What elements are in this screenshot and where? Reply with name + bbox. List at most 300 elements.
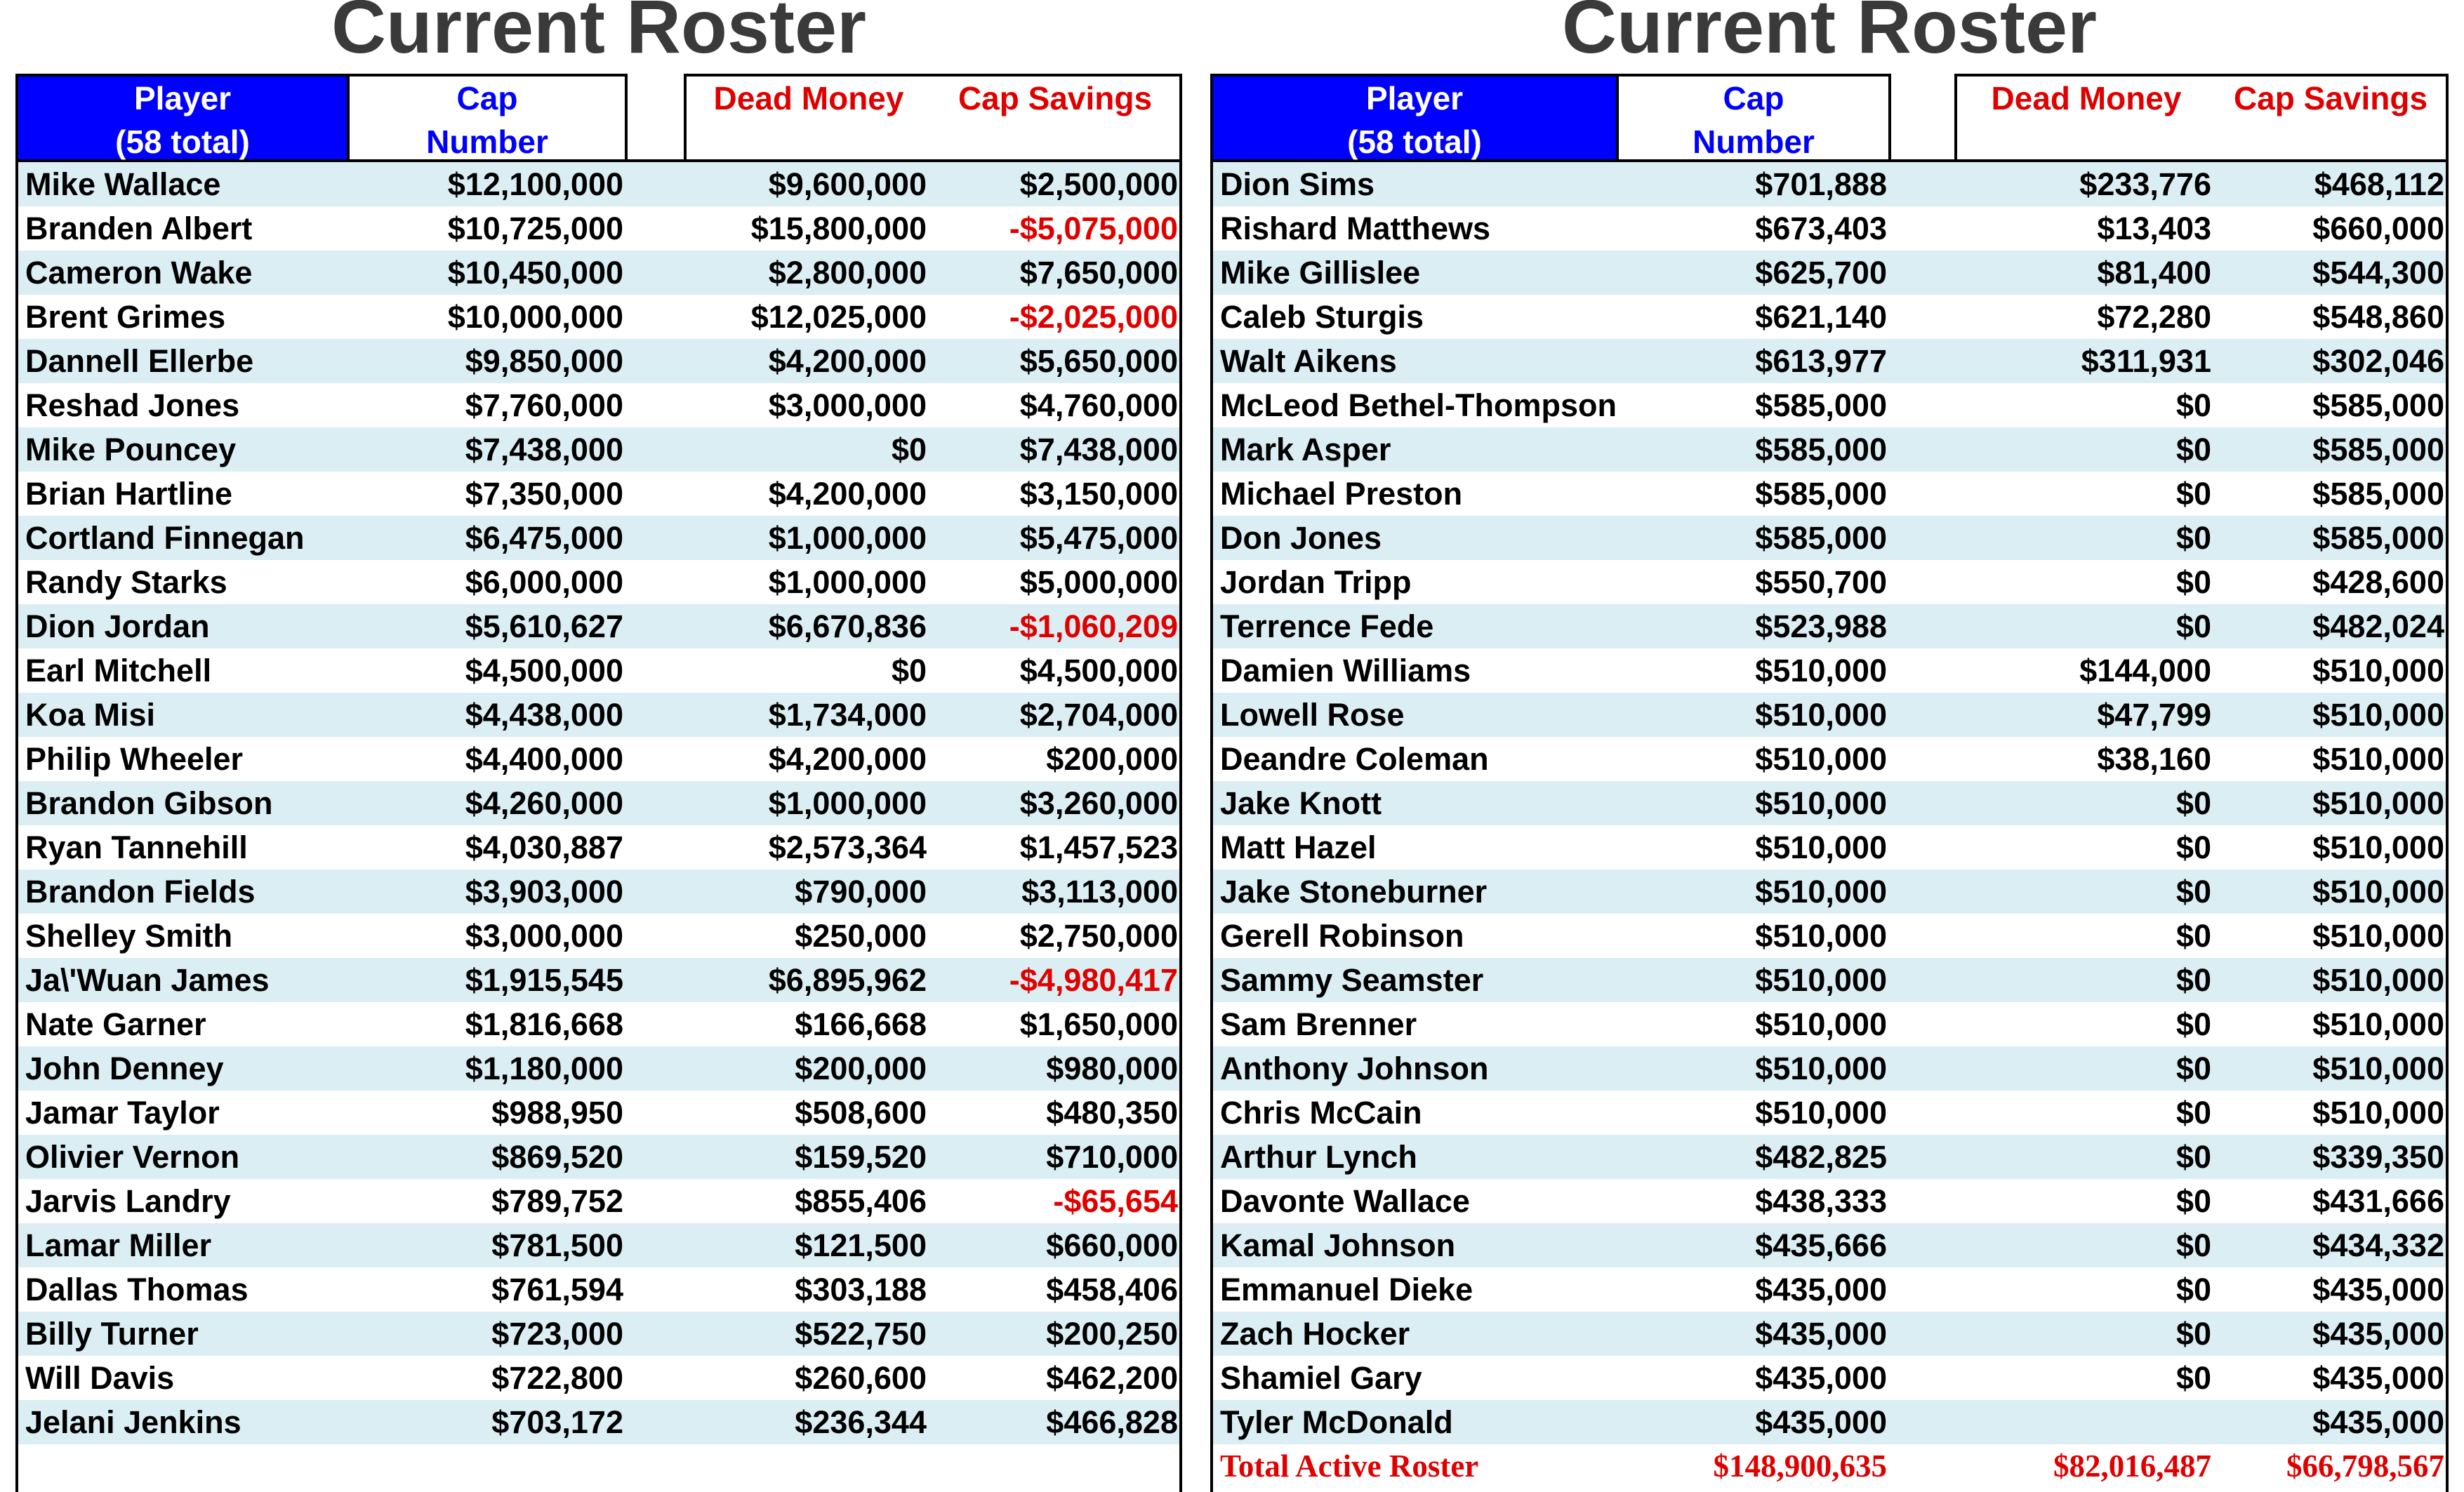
- player-name-cell: Jamar Taylor: [25, 1095, 220, 1131]
- dead-money-cell: $1,000,000: [768, 785, 927, 821]
- table-row[interactable]: [15, 1356, 1179, 1400]
- dead-money-cell: $4,200,000: [768, 476, 927, 512]
- dead-money-cell: $303,188: [795, 1272, 927, 1307]
- table-border-right: [1179, 74, 1182, 1492]
- header-line: Cap Savings: [958, 80, 1153, 116]
- dead-money-cell: $0: [2175, 1272, 2211, 1307]
- dead-money-cell: $81,400: [2097, 255, 2211, 291]
- dead-money-cell: $0: [891, 653, 927, 688]
- player-column-header[interactable]: [1210, 74, 1619, 162]
- cap-savings-cell: $7,650,000: [1019, 255, 1178, 291]
- dead-money-cell: $144,000: [2079, 653, 2211, 688]
- player-name-cell: Philip Wheeler: [25, 741, 244, 777]
- dead-money-cell: $4,200,000: [768, 741, 927, 777]
- dead-money-cell: $0: [2175, 1360, 2211, 1396]
- cap-savings-cell: $510,000: [2312, 830, 2444, 865]
- cap-number-cell: $523,988: [1755, 608, 1887, 644]
- table-row[interactable]: [1210, 427, 2446, 472]
- dead-money-cell: $2,800,000: [768, 255, 927, 291]
- cap-savings-cell: $302,046: [2312, 343, 2444, 379]
- header-line: (58 total): [1347, 124, 1482, 160]
- table-row[interactable]: [1210, 1002, 2446, 1046]
- cap-number-cell: $510,000: [1755, 874, 1887, 910]
- dead-money-cell: $0: [2175, 918, 2211, 954]
- cap-savings-cell: $2,500,000: [1019, 166, 1178, 202]
- dead-money-cell: $12,025,000: [750, 299, 927, 335]
- table-row[interactable]: [1210, 383, 2446, 427]
- table-title: Current Roster: [331, 0, 867, 69]
- player-name-cell: Ja\'Wuan James: [25, 962, 270, 998]
- table-row[interactable]: [1210, 472, 2446, 516]
- cap-savings-cell: $510,000: [2312, 741, 2444, 777]
- cap-savings-cell: $339,350: [2312, 1139, 2444, 1175]
- cap-number-cell: $9,850,000: [465, 343, 623, 379]
- player-name-cell: Arthur Lynch: [1220, 1139, 1417, 1175]
- table-row[interactable]: [1210, 870, 2446, 914]
- table-row[interactable]: [15, 1267, 1179, 1312]
- cap-savings-cell: -$5,075,000: [1009, 211, 1178, 246]
- cap-number-cell: $435,000: [1755, 1404, 1887, 1440]
- player-name-cell: Reshad Jones: [25, 387, 240, 423]
- cap-savings-cell: $480,350: [1046, 1095, 1178, 1131]
- table-row[interactable]: [15, 870, 1179, 914]
- cap-number-cell: $585,000: [1755, 476, 1887, 512]
- player-name-cell: John Denney: [25, 1051, 224, 1086]
- cap-savings-cell: -$4,980,417: [1009, 962, 1178, 998]
- dead-money-cell: $0: [891, 432, 927, 467]
- table-row[interactable]: [15, 1223, 1179, 1267]
- cap-number-cell: $510,000: [1755, 830, 1887, 865]
- player-name-cell: Zach Hocker: [1220, 1316, 1410, 1352]
- cap-savings-cell: $5,650,000: [1019, 343, 1178, 379]
- cap-number-cell: $703,172: [491, 1404, 623, 1440]
- cap-savings-cell: $710,000: [1046, 1139, 1178, 1175]
- cap-number-cell: $438,333: [1755, 1183, 1887, 1219]
- table-row[interactable]: [15, 1179, 1179, 1223]
- dead-money-column-header[interactable]: [684, 74, 931, 162]
- table-row[interactable]: [15, 825, 1179, 870]
- dead-money-cell: $522,750: [795, 1316, 927, 1352]
- cap-savings-cell: $200,250: [1046, 1316, 1178, 1352]
- cap-number-cell: $510,000: [1755, 1006, 1887, 1042]
- table-row[interactable]: [15, 1312, 1179, 1356]
- table-row[interactable]: [1210, 693, 2446, 737]
- dead-money-cell: $6,670,836: [768, 608, 927, 644]
- cap-savings-cell: $980,000: [1046, 1051, 1178, 1086]
- table-row[interactable]: [1210, 1356, 2446, 1400]
- dead-money-cell: $311,931: [2081, 343, 2211, 379]
- table-row[interactable]: [1210, 958, 2446, 1002]
- cap-number-cell: $510,000: [1755, 653, 1887, 688]
- cap-number-cell: $6,475,000: [465, 520, 623, 556]
- roster-table-right: [1210, 0, 2449, 1492]
- cap-number-cell: $4,030,887: [465, 830, 623, 865]
- table-row[interactable]: [15, 427, 1179, 472]
- cap-savings-cell: $4,500,000: [1019, 653, 1178, 688]
- cap-savings-cell: $585,000: [2312, 520, 2444, 556]
- cap-number-cell: $585,000: [1755, 520, 1887, 556]
- cap-number-cell: $3,000,000: [465, 918, 623, 954]
- dead-money-cell: $0: [2175, 830, 2211, 865]
- table-row[interactable]: [1210, 781, 2446, 825]
- table-row[interactable]: [15, 1002, 1179, 1046]
- player-name-cell: Shamiel Gary: [1220, 1360, 1422, 1396]
- dead-money-cell: $0: [2175, 1139, 2211, 1175]
- table-row[interactable]: [15, 472, 1179, 516]
- cap-number-cell: $7,760,000: [465, 387, 623, 423]
- cap-number-cell: $10,000,000: [447, 299, 623, 335]
- header-line: Cap: [1723, 80, 1784, 116]
- table-row[interactable]: [15, 648, 1179, 693]
- dead-money-cell: $1,734,000: [768, 697, 927, 733]
- player-name-cell: Sam Brenner: [1220, 1006, 1417, 1042]
- cap-savings-cell: $585,000: [2312, 387, 2444, 423]
- cap-savings-cell: $510,000: [2312, 785, 2444, 821]
- dead-money-cell: $1,000,000: [768, 520, 927, 556]
- cap-number-column-header[interactable]: [350, 74, 628, 162]
- dead-money-column-header[interactable]: [1954, 74, 2215, 162]
- dead-money-cell: $0: [2175, 608, 2211, 644]
- player-name-cell: Billy Turner: [25, 1316, 199, 1352]
- player-name-cell: Lamar Miller: [25, 1227, 212, 1263]
- dead-money-cell: $4,200,000: [768, 343, 927, 379]
- player-name-cell: Dallas Thomas: [25, 1272, 249, 1307]
- table-row[interactable]: [1210, 648, 2446, 693]
- table-border-right: [2446, 74, 2449, 1492]
- table-row[interactable]: [1210, 825, 2446, 870]
- dead-money-cell: $0: [2175, 1183, 2211, 1219]
- cap-number-cell: $625,700: [1755, 255, 1887, 291]
- table-row[interactable]: [15, 383, 1179, 427]
- cap-savings-cell: $585,000: [2312, 476, 2444, 512]
- table-row[interactable]: [15, 560, 1179, 604]
- cap-number-cell: $701,888: [1755, 166, 1887, 202]
- player-name-cell: Will Davis: [25, 1360, 175, 1396]
- cap-savings-cell: $66,798,567: [2286, 1448, 2444, 1484]
- cap-savings-cell: -$2,025,000: [1009, 299, 1178, 335]
- dead-money-cell: $0: [2175, 1006, 2211, 1042]
- table-row[interactable]: [1210, 1179, 2446, 1223]
- player-name-cell: Brandon Gibson: [25, 785, 273, 821]
- table-row[interactable]: [15, 1046, 1179, 1091]
- cap-number-cell: $3,903,000: [465, 874, 623, 910]
- dead-money-cell: $3,000,000: [768, 387, 927, 423]
- dead-money-cell: $13,403: [2097, 211, 2211, 246]
- cap-savings-cell: $431,666: [2312, 1183, 2444, 1219]
- dead-money-cell: $508,600: [795, 1095, 927, 1131]
- dead-money-cell: $38,160: [2097, 741, 2211, 777]
- cap-number-cell: $761,594: [491, 1272, 623, 1307]
- cap-number-cell: $550,700: [1755, 564, 1887, 600]
- table-row[interactable]: [1210, 339, 2446, 383]
- player-name-cell: Tyler McDonald: [1220, 1404, 1453, 1440]
- table-row[interactable]: [15, 693, 1179, 737]
- cap-number-cell: $482,825: [1755, 1139, 1887, 1175]
- dead-money-cell: $0: [2175, 387, 2211, 423]
- cap-number-cell: $510,000: [1755, 918, 1887, 954]
- cap-savings-cell: $510,000: [2312, 962, 2444, 998]
- cap-savings-cell: $7,438,000: [1019, 432, 1178, 467]
- table-row[interactable]: [1210, 737, 2446, 781]
- dead-money-cell: $0: [2175, 874, 2211, 910]
- cap-number-cell: $435,666: [1755, 1227, 1887, 1263]
- cap-number-cell: $585,000: [1755, 387, 1887, 423]
- player-name-cell: Jake Stoneburner: [1220, 874, 1488, 910]
- table-row[interactable]: [15, 914, 1179, 958]
- dead-money-cell: $72,280: [2097, 299, 2211, 335]
- cap-savings-cell: $466,828: [1046, 1404, 1178, 1440]
- player-name-cell: Chris McCain: [1220, 1095, 1422, 1131]
- table-row[interactable]: [15, 958, 1179, 1002]
- table-row[interactable]: [15, 162, 1179, 206]
- cap-savings-cell: $3,113,000: [1021, 874, 1178, 910]
- table-row[interactable]: [1210, 1400, 2446, 1444]
- player-name-cell: Terrence Fede: [1220, 608, 1434, 644]
- table-row[interactable]: [1210, 1046, 2446, 1091]
- cap-number-cell: $1,180,000: [465, 1051, 623, 1086]
- cap-number-column-header[interactable]: [1619, 74, 1891, 162]
- table-row[interactable]: [15, 295, 1179, 339]
- table-row[interactable]: [1210, 1267, 2446, 1312]
- cap-savings-cell: $200,000: [1046, 741, 1178, 777]
- player-name-cell: Rishard Matthews: [1220, 211, 1491, 246]
- dead-money-cell: $47,799: [2097, 697, 2211, 733]
- header-line: Dead Money: [1991, 80, 2182, 116]
- player-name-cell: McLeod Bethel-Thompson: [1220, 387, 1617, 423]
- player-name-cell: Shelley Smith: [25, 918, 233, 954]
- cap-number-cell: $510,000: [1755, 1095, 1887, 1131]
- cap-number-cell: $510,000: [1755, 697, 1887, 733]
- cap-savings-cell: $510,000: [2312, 918, 2444, 954]
- table-row[interactable]: [15, 1091, 1179, 1135]
- cap-number-cell: $621,140: [1755, 299, 1887, 335]
- cap-number-cell: $510,000: [1755, 741, 1887, 777]
- cap-savings-cell: $435,000: [2312, 1404, 2444, 1440]
- header-line: Cap Savings: [2233, 80, 2428, 116]
- cap-savings-cell: $482,024: [2312, 608, 2444, 644]
- cap-savings-cell: $458,406: [1046, 1272, 1178, 1307]
- cap-number-cell: $723,000: [491, 1316, 623, 1352]
- cap-number-cell: $10,450,000: [447, 255, 623, 291]
- cap-savings-cell: $510,000: [2312, 653, 2444, 688]
- cap-savings-cell: $1,650,000: [1019, 1006, 1178, 1042]
- cap-savings-cell: $5,475,000: [1019, 520, 1178, 556]
- dead-money-cell: $0: [2175, 785, 2211, 821]
- player-name-cell: Davonte Wallace: [1220, 1183, 1470, 1219]
- cap-savings-cell: $468,112: [2314, 166, 2444, 202]
- cap-savings-column-header[interactable]: [2215, 74, 2449, 162]
- cap-number-cell: $7,438,000: [465, 432, 623, 467]
- table-row[interactable]: [1210, 251, 2446, 295]
- player-name-cell: Michael Preston: [1220, 476, 1463, 512]
- dead-money-cell: $0: [2175, 1316, 2211, 1352]
- dead-money-cell: $0: [2175, 564, 2211, 600]
- cap-savings-cell: $3,260,000: [1019, 785, 1178, 821]
- cap-number-cell: $6,000,000: [465, 564, 623, 600]
- cap-savings-cell: $435,000: [2312, 1316, 2444, 1352]
- player-name-cell: Dion Jordan: [25, 608, 210, 644]
- player-name-cell: Jake Knott: [1220, 785, 1382, 821]
- dead-money-cell: $0: [2175, 432, 2211, 467]
- header-line: Dead Money: [713, 80, 904, 116]
- table-row[interactable]: [1210, 1223, 2446, 1267]
- header-line: (58 total): [115, 124, 250, 160]
- player-name-cell: Randy Starks: [25, 564, 227, 600]
- cap-savings-cell: $510,000: [2312, 1051, 2444, 1086]
- table-row[interactable]: [1210, 206, 2446, 251]
- cap-number-cell: $435,000: [1755, 1272, 1887, 1307]
- player-name-cell: Sammy Seamster: [1220, 962, 1484, 998]
- player-name-cell: Mark Asper: [1220, 432, 1391, 467]
- table-row[interactable]: [15, 206, 1179, 251]
- header-line: Player: [1365, 80, 1464, 116]
- header-line: Number: [426, 124, 548, 160]
- header-line: Cap: [456, 80, 518, 116]
- cap-savings-column-header[interactable]: [931, 74, 1182, 162]
- cap-number-cell: $510,000: [1755, 1051, 1887, 1086]
- player-name-cell: Don Jones: [1220, 520, 1382, 556]
- player-name-cell: Koa Misi: [25, 697, 156, 733]
- dead-money-cell: $159,520: [795, 1139, 927, 1175]
- table-row[interactable]: [15, 737, 1179, 781]
- cap-number-cell: $1,915,545: [465, 962, 623, 998]
- player-column-header[interactable]: [15, 74, 350, 162]
- player-name-cell: Olivier Vernon: [25, 1139, 240, 1175]
- cap-number-cell: $1,816,668: [465, 1006, 623, 1042]
- roster-table-left: [15, 0, 1182, 1492]
- total-row[interactable]: [1210, 1444, 2446, 1488]
- cap-number-cell: $673,403: [1755, 211, 1887, 246]
- cap-number-cell: $4,500,000: [465, 653, 623, 688]
- dead-money-cell: $0: [2175, 1051, 2211, 1086]
- cap-savings-cell: $548,860: [2312, 299, 2444, 335]
- cap-number-cell: $869,520: [491, 1139, 623, 1175]
- table-row[interactable]: [15, 251, 1179, 295]
- table-row[interactable]: [1210, 1312, 2446, 1356]
- table-row[interactable]: [15, 1400, 1179, 1444]
- player-name-cell: Jordan Tripp: [1220, 564, 1412, 600]
- cap-savings-cell: $5,000,000: [1019, 564, 1178, 600]
- cap-savings-cell: $462,200: [1046, 1360, 1178, 1396]
- player-name-cell: Matt Hazel: [1220, 830, 1377, 865]
- cap-savings-cell: $1,457,523: [1019, 830, 1178, 865]
- dead-money-cell: $233,776: [2079, 166, 2211, 202]
- cap-number-cell: $510,000: [1755, 785, 1887, 821]
- header-line: Player: [133, 80, 232, 116]
- cap-number-cell: $10,725,000: [447, 211, 623, 246]
- dead-money-cell: $82,016,487: [2053, 1448, 2211, 1484]
- player-name-cell: Anthony Johnson: [1220, 1051, 1489, 1086]
- player-name-cell: Kamal Johnson: [1220, 1227, 1456, 1263]
- table-row[interactable]: [15, 339, 1179, 383]
- cap-number-cell: $435,000: [1755, 1316, 1887, 1352]
- cap-number-cell: $510,000: [1755, 962, 1887, 998]
- cap-number-cell: $4,260,000: [465, 785, 623, 821]
- table-row[interactable]: [1210, 1091, 2446, 1135]
- dead-money-cell: $6,895,962: [768, 962, 927, 998]
- header-line: Number: [1693, 124, 1815, 160]
- cap-savings-cell: $660,000: [1046, 1227, 1178, 1263]
- player-name-cell: Brent Grimes: [25, 299, 226, 335]
- table-row[interactable]: [1210, 162, 2446, 206]
- table-row[interactable]: [15, 604, 1179, 648]
- dead-money-cell: [1954, 1400, 2215, 1444]
- player-name-cell: Jarvis Landry: [25, 1183, 231, 1219]
- table-row[interactable]: [1210, 516, 2446, 560]
- player-name-cell: Emmanuel Dieke: [1220, 1272, 1473, 1307]
- player-name-cell: Mike Pouncey: [25, 432, 237, 467]
- table-row[interactable]: [15, 1135, 1179, 1179]
- player-name-cell: Dion Sims: [1220, 166, 1375, 202]
- table-row[interactable]: [1210, 560, 2446, 604]
- table-row[interactable]: [1210, 295, 2446, 339]
- cap-number-cell: $781,500: [491, 1227, 623, 1263]
- cap-number-cell: $5,610,627: [465, 608, 623, 644]
- player-name-cell: Nate Garner: [25, 1006, 206, 1042]
- player-name-cell: Cameron Wake: [25, 255, 253, 291]
- dead-money-cell: $0: [2175, 520, 2211, 556]
- table-row[interactable]: [1210, 914, 2446, 958]
- cap-number-cell: $435,000: [1755, 1360, 1887, 1396]
- cap-savings-cell: $585,000: [2312, 432, 2444, 467]
- dead-money-cell: $790,000: [795, 874, 927, 910]
- player-name-cell: Cortland Finnegan: [25, 520, 305, 556]
- cap-number-cell: $722,800: [491, 1360, 623, 1396]
- dead-money-cell: $9,600,000: [768, 166, 927, 202]
- player-name-cell: Mike Wallace: [25, 166, 221, 202]
- dead-money-cell: $166,668: [795, 1006, 927, 1042]
- dead-money-cell: $250,000: [795, 918, 927, 954]
- dead-money-cell: $855,406: [795, 1183, 927, 1219]
- cap-savings-cell: $510,000: [2312, 1095, 2444, 1131]
- cap-savings-cell: $434,332: [2312, 1227, 2444, 1263]
- player-name-cell: Branden Albert: [25, 211, 253, 246]
- cap-number-cell: $7,350,000: [465, 476, 623, 512]
- cap-savings-cell: $3,150,000: [1019, 476, 1178, 512]
- table-row[interactable]: [15, 516, 1179, 560]
- cap-number-cell: $789,752: [491, 1183, 623, 1219]
- cap-savings-cell: -$1,060,209: [1009, 608, 1178, 644]
- cap-savings-cell: $510,000: [2312, 874, 2444, 910]
- dead-money-cell: $121,500: [795, 1227, 927, 1263]
- player-name-cell: Walt Aikens: [1220, 343, 1397, 379]
- player-name-cell: Caleb Sturgis: [1220, 299, 1424, 335]
- cap-savings-cell: -$65,654: [1053, 1183, 1178, 1219]
- table-row[interactable]: [1210, 1135, 2446, 1179]
- player-name-cell: Earl Mitchell: [25, 653, 212, 688]
- player-name-cell: Brandon Fields: [25, 874, 256, 910]
- dead-money-cell: $0: [2175, 1095, 2211, 1131]
- table-title: Current Roster: [1561, 0, 2098, 69]
- cap-number-cell: $4,400,000: [465, 741, 623, 777]
- dead-money-cell: $1,000,000: [768, 564, 927, 600]
- cap-savings-cell: $2,704,000: [1019, 697, 1178, 733]
- table-row[interactable]: [1210, 604, 2446, 648]
- player-name-cell: Deandre Coleman: [1220, 741, 1489, 777]
- cap-savings-cell: $428,600: [2312, 564, 2444, 600]
- player-name-cell: Damien Williams: [1220, 653, 1471, 688]
- table-border-left: [15, 74, 18, 1492]
- dead-money-cell: $0: [2175, 962, 2211, 998]
- cap-number-cell: $585,000: [1755, 432, 1887, 467]
- table-row[interactable]: [15, 781, 1179, 825]
- player-name-cell: Brian Hartline: [25, 476, 233, 512]
- player-name-cell: Ryan Tannehill: [25, 830, 248, 865]
- player-name-cell: Mike Gillislee: [1220, 255, 1421, 291]
- cap-savings-cell: $510,000: [2312, 697, 2444, 733]
- player-name-cell: Jelani Jenkins: [25, 1404, 241, 1440]
- dead-money-cell: $0: [2175, 476, 2211, 512]
